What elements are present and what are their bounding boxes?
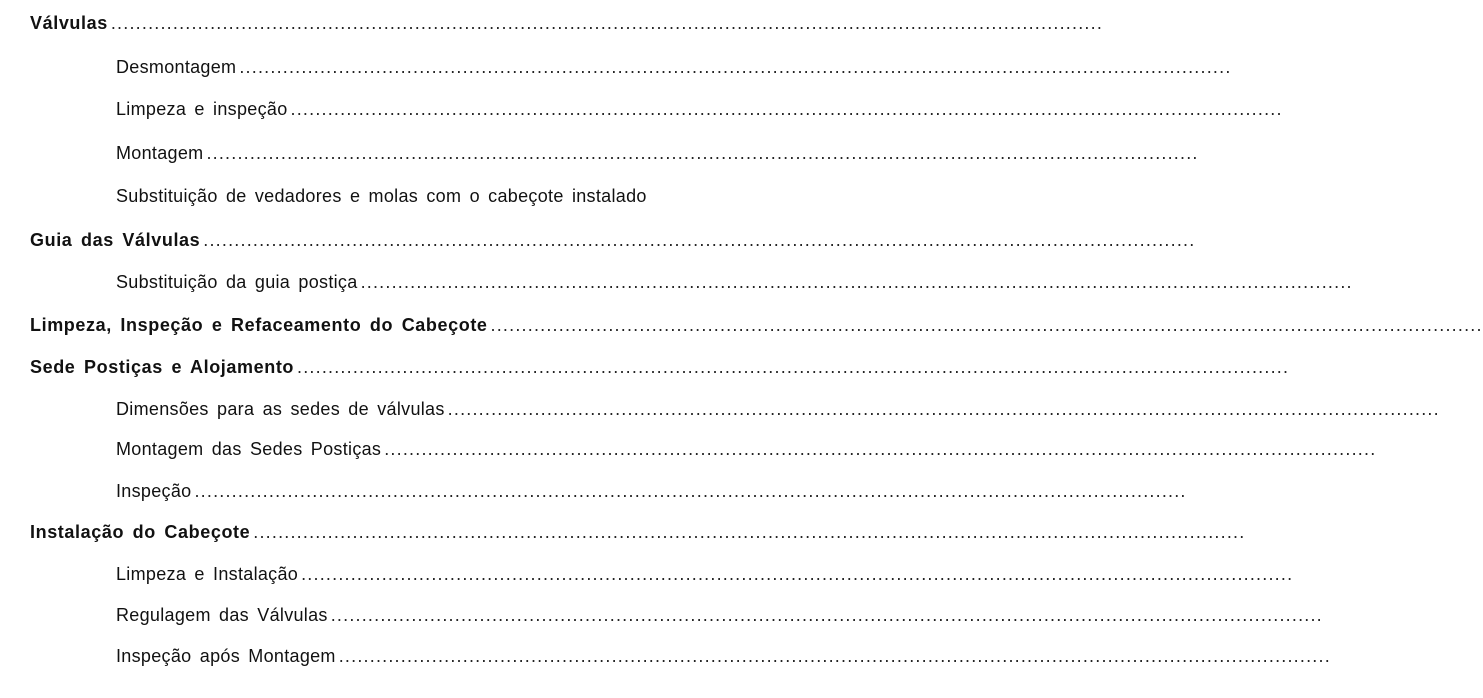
- toc-subentry: [0, 97, 1283, 121]
- toc-subentry-label: Regulagem das Válvulas: [116, 605, 328, 625]
- toc-leader-dots: ................................................................................................................................................................: [194, 481, 1187, 501]
- toc-leader-dots: ................................................................................................................................................................: [360, 272, 1353, 292]
- toc-leader-dots: ................................................................................................................................................................: [330, 605, 1323, 625]
- toc-leader-dots: ................................................................................................................................................................: [447, 399, 1440, 419]
- toc-leader-dots: ................................................................................................................................................................: [203, 230, 1196, 250]
- toc-subentry: [0, 603, 1323, 627]
- toc-subentry: [0, 644, 1331, 668]
- toc-subentry-label: Desmontagem: [116, 57, 237, 77]
- toc-subentry: [0, 270, 1353, 294]
- toc-heading-label: Válvulas: [30, 13, 108, 33]
- toc-subentry-label: Montagem das Sedes Postiças: [116, 439, 382, 459]
- toc-leader-dots: ................................................................................................................................................................: [239, 57, 1232, 77]
- toc-subentry: [0, 437, 1377, 461]
- toc-leader-dots: ................................................................................................................................................................: [297, 357, 1290, 377]
- toc-subentry-label: Substituição da guia postiça: [116, 272, 358, 292]
- toc-subentry: [0, 141, 1199, 165]
- toc-subentry: [0, 55, 1232, 79]
- toc-leader-dots: ................................................................................................................................................................: [384, 439, 1377, 459]
- toc-subentry-label: Substituição de vedadores e molas com o cabeçote instalado: [116, 186, 647, 206]
- toc-heading-label: Limpeza, Inspeção e Refaceamento do Cabeçote: [30, 315, 488, 335]
- toc-heading: [0, 228, 1196, 252]
- toc-heading: [0, 520, 1246, 544]
- toc-leader-dots: ................................................................................................................................................................: [253, 522, 1246, 542]
- toc-subentry: [0, 479, 1187, 503]
- toc-subentry-label: Montagem: [116, 143, 204, 163]
- toc-subentry-label: Dimensões para as sedes de válvulas: [116, 399, 445, 419]
- toc-subentry-label: Limpeza e Instalação: [116, 564, 299, 584]
- toc-subentry-label: Inspeção: [116, 481, 192, 501]
- toc-leader-dots: ................................................................................................................................................................: [290, 99, 1283, 119]
- toc-leader-dots: ................................................................................................................................................................: [490, 315, 1483, 335]
- toc-heading: [0, 11, 1104, 35]
- toc-heading-label: Guia das Válvulas: [30, 230, 201, 250]
- toc-subentry-label: Inspeção após Montagem: [116, 646, 336, 666]
- toc-heading-label: Sede Postiças e Alojamento: [30, 357, 295, 377]
- toc-subentry: [0, 562, 1294, 586]
- toc-heading: [0, 355, 1290, 379]
- toc-subentry: [0, 184, 689, 208]
- toc-leader-dots: ................................................................................................................................................................: [206, 143, 1199, 163]
- toc-leader-dots: ................................................................................................................................................................: [301, 564, 1294, 584]
- toc-leader-dots: ................................................................................................................................................................: [338, 646, 1331, 666]
- toc-heading-label: Instalação do Cabeçote: [30, 522, 251, 542]
- toc-subentry-label: Limpeza e inspeção: [116, 99, 288, 119]
- toc-heading: [0, 313, 1483, 337]
- toc-subentry: [0, 397, 1440, 421]
- toc-leader-dots: ................................................................................................................................................................: [110, 13, 1104, 33]
